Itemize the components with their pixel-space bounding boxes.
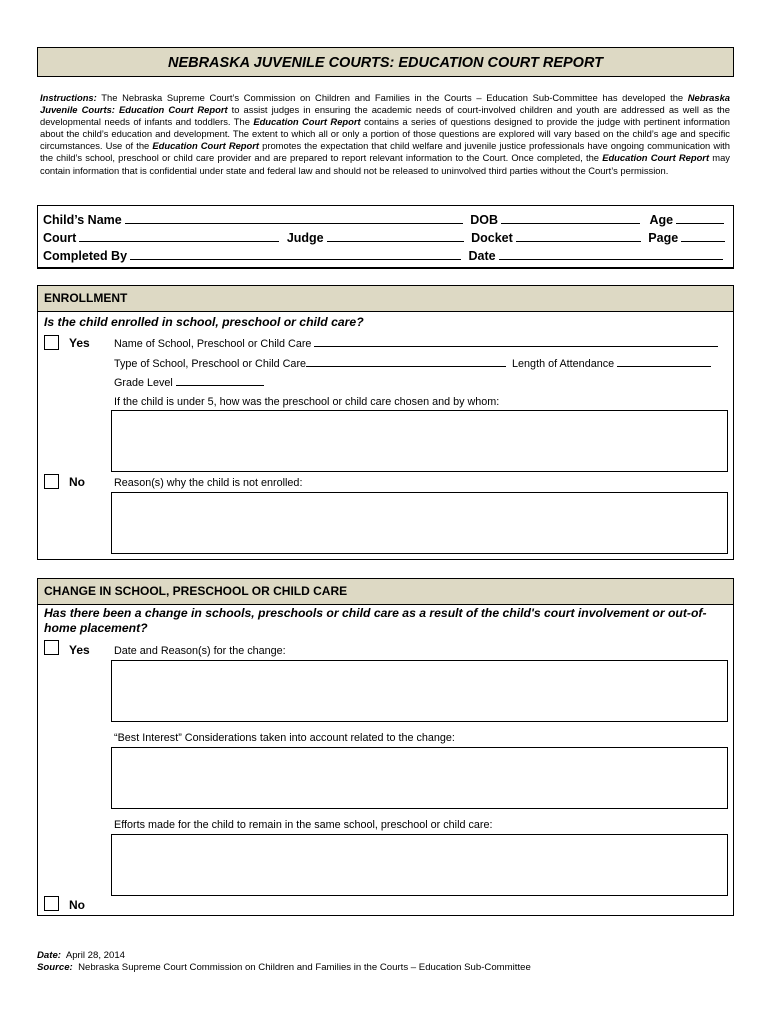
name-of-school-label: Name of School, Preschool or Child Care (114, 338, 312, 350)
instructions-text: contains a series of questions designed to provide the judge with pertinent information about the child’s education and development. The extent to which all or only a portion of those questions are explored will vary based on the child’s age and specific circumstances. Use of the (40, 116, 731, 152)
completed-by-field[interactable] (130, 248, 461, 260)
page-label: Page (648, 231, 679, 245)
instructions-text: may contain information that is confidential under state and federal law and should not be released to uninvolved third parties without the Court’s permission. (40, 152, 730, 176)
type-of-school-label: Type of School, Preschool or Child Care (114, 358, 307, 370)
footer-date-value: April 28, 2014 (65, 950, 126, 961)
id-row-3 (43, 248, 723, 263)
change-section (37, 578, 734, 916)
instructions-text: promotes the expectation that child welfare and juvenile justice professionals have ongoing communication with the child’s school, preschool or child care provider and are prepared to report relevant information to the Court. Once completed, the (40, 140, 731, 164)
best-interest-answer-box[interactable] (111, 747, 728, 809)
under5-answer-box[interactable] (111, 410, 728, 472)
enrollment-question: Is the child enrolled in school, preschool or child care? (44, 315, 364, 329)
instructions-text: to assist judges in ensuring the academic needs of court-involved children and youth are addressed as well as the developmental needs of infants and toddlers. The (40, 104, 730, 128)
id-row-2 (43, 230, 725, 245)
childs-name-label: Child’s Name (43, 213, 122, 227)
efforts-answer-box[interactable] (111, 834, 728, 896)
childs-name-field[interactable] (125, 212, 463, 224)
docket-label: Docket (471, 231, 513, 245)
date-label: Date (468, 249, 496, 263)
instructions-paragraph (40, 92, 730, 177)
grade-level-field[interactable] (176, 376, 264, 386)
grade-level-row (114, 376, 264, 389)
type-of-school-field[interactable] (306, 357, 506, 367)
change-question: Has there been a change in schools, preschools or child care as a result of the child's court involvement or out-of-home placement? (44, 606, 707, 635)
identification-box (37, 205, 734, 269)
change-heading: CHANGE IN SCHOOL, PRESCHOOL OR CHILD CARE (38, 579, 733, 605)
change-no-checkbox[interactable] (44, 896, 59, 911)
report-name: Education Court Report (152, 140, 260, 152)
name-of-school-field[interactable] (314, 337, 718, 347)
change-no-label: No (69, 898, 85, 912)
court-field[interactable] (79, 230, 279, 242)
name-of-school-row (114, 337, 718, 350)
judge-label: Judge (286, 231, 324, 245)
footer-source (37, 962, 531, 973)
docket-field[interactable] (516, 230, 641, 242)
dob-field[interactable] (501, 212, 640, 224)
age-field[interactable] (676, 212, 724, 224)
court-label: Court (43, 231, 77, 245)
date-field[interactable] (499, 248, 723, 260)
efforts-prompt: Efforts made for the child to remain in the same school, preschool or child care: (114, 819, 493, 831)
change-yes-label: Yes (69, 643, 90, 657)
footer-date (37, 950, 125, 961)
completed-by-label: Completed By (43, 249, 128, 263)
grade-level-label: Grade Level (114, 377, 173, 389)
length-of-attendance-field[interactable] (617, 357, 711, 367)
enrollment-heading: ENROLLMENT (38, 286, 733, 312)
report-name: Education Court Report (602, 152, 710, 164)
report-name: Education Court Report (253, 116, 361, 128)
footer-date-label: Date: (37, 950, 61, 961)
id-row-1 (43, 212, 724, 227)
not-enrolled-prompt: Reason(s) why the child is not enrolled: (114, 477, 303, 489)
enrolled-yes-checkbox[interactable] (44, 335, 59, 350)
footer-source-value: Nebraska Supreme Court Commission on Children and Families in the Courts – Education Sub-Committee (78, 962, 531, 973)
change-yes-checkbox[interactable] (44, 640, 59, 655)
dob-label: DOB (470, 213, 498, 227)
best-interest-prompt: “Best Interest” Considerations taken into account related to the change: (114, 732, 455, 744)
footer-source-label: Source: (37, 962, 73, 973)
type-of-school-row (114, 357, 711, 370)
length-of-attendance-label: Length of Attendance (512, 358, 615, 370)
page-field[interactable] (681, 230, 725, 242)
date-reason-prompt: Date and Reason(s) for the change: (114, 645, 286, 657)
instructions-label: Instructions: (40, 92, 97, 103)
judge-field[interactable] (327, 230, 464, 242)
enrollment-section (37, 285, 734, 560)
report-name: Nebraska Juvenile Courts: Education Court Report (40, 92, 730, 116)
date-reason-answer-box[interactable] (111, 660, 728, 722)
enrolled-no-checkbox[interactable] (44, 474, 59, 489)
page-title: NEBRASKA JUVENILE COURTS: EDUCATION COURT REPORT (37, 47, 734, 77)
age-label: Age (649, 213, 674, 227)
enrolled-yes-label: Yes (69, 336, 90, 350)
instructions-text: The Nebraska Supreme Court’s Commission on Children and Families in the Courts – Education Sub-Committee has developed the (96, 92, 688, 103)
under5-prompt: If the child is under 5, how was the preschool or child care chosen and by whom: (114, 396, 500, 408)
not-enrolled-answer-box[interactable] (111, 492, 728, 554)
enrolled-no-label: No (69, 475, 85, 489)
